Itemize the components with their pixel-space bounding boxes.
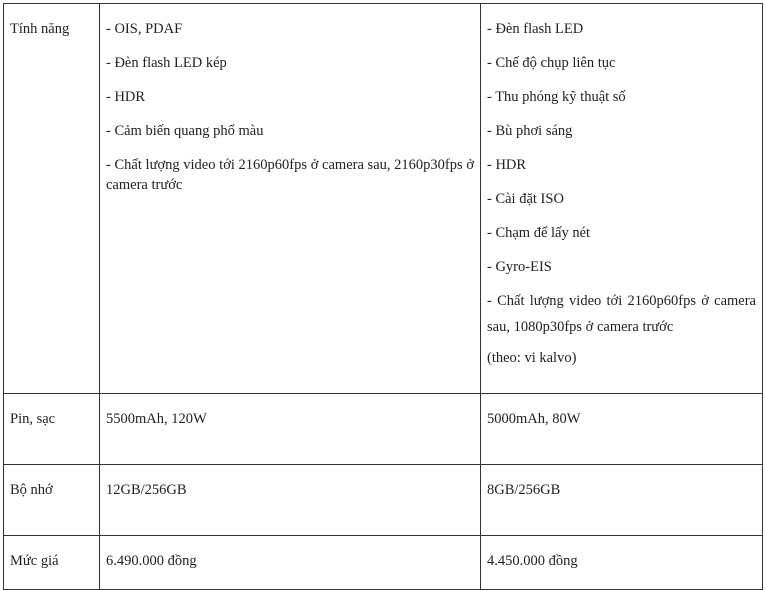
row-label-features: Tính năng bbox=[4, 4, 100, 394]
battery-cell-phone-a: 5500mAh, 120W bbox=[100, 394, 481, 465]
table-row-features bbox=[4, 4, 763, 394]
row-label-price: Mức giá bbox=[4, 536, 100, 590]
feature-item: - Thu phóng kỹ thuật số bbox=[487, 89, 626, 105]
feature-item: - Cảm biến quang phổ màu bbox=[106, 123, 264, 139]
feature-item: - Bù phơi sáng bbox=[487, 123, 573, 139]
features-cell-phone-a bbox=[100, 4, 481, 394]
feature-item: - Gyro-EIS bbox=[487, 259, 552, 275]
feature-item: - Cài đặt ISO bbox=[487, 191, 564, 207]
feature-item: - OIS, PDAF bbox=[106, 21, 183, 37]
feature-item: - Chất lượng video tới 2160p60fps ở camera sau, 1080p30fps ở camera trước bbox=[487, 293, 756, 335]
feature-item: - Chế độ chụp liên tục bbox=[487, 55, 616, 71]
memory-cell-phone-b: 8GB/256GB bbox=[481, 465, 763, 536]
feature-item: - HDR bbox=[487, 157, 527, 173]
feature-item: - Đèn flash LED kép bbox=[106, 55, 227, 71]
price-cell-phone-a: 6.490.000 đồng bbox=[100, 536, 481, 590]
table-row-battery bbox=[4, 394, 763, 465]
feature-item: - HDR bbox=[106, 89, 146, 105]
spec-comparison-table bbox=[3, 3, 763, 590]
table-row-price bbox=[4, 536, 763, 590]
feature-item: - Chạm để lấy nét bbox=[487, 225, 591, 241]
row-label-battery: Pin, sạc bbox=[4, 394, 100, 465]
price-cell-phone-b: 4.450.000 đồng bbox=[481, 536, 763, 590]
battery-cell-phone-b: 5000mAh, 80W bbox=[481, 394, 763, 465]
row-label-memory: Bộ nhớ bbox=[4, 465, 100, 536]
feature-item: - Chất lượng video tới 2160p60fps ở camera sau, 2160p30fps ở camera trước bbox=[106, 157, 474, 193]
feature-item: - Đèn flash LED bbox=[487, 21, 584, 37]
memory-cell-phone-a: 12GB/256GB bbox=[100, 465, 481, 536]
features-cell-phone-b bbox=[481, 4, 763, 394]
table-row-memory bbox=[4, 465, 763, 536]
source-note: (theo: vi kalvo) bbox=[487, 350, 577, 366]
